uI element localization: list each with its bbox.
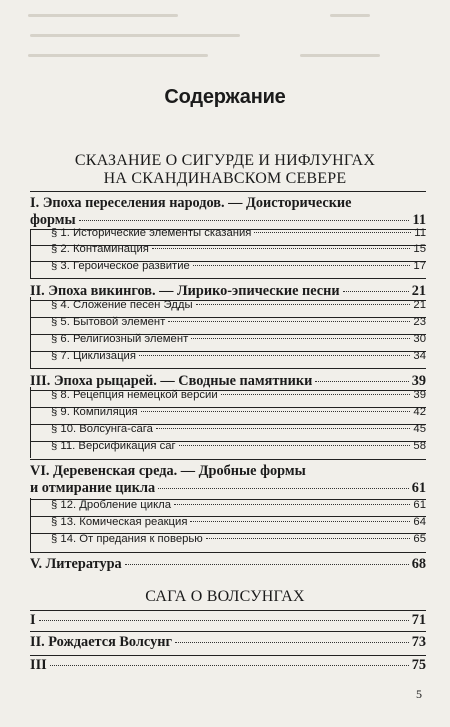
section-rule [30,459,426,460]
section-label: § 2. Контаминация [51,243,149,255]
dot-leader [39,620,409,621]
chapter-2-page: 21 [411,283,426,299]
part2-item-page: 71 [411,612,426,628]
page-number: 5 [416,687,422,701]
section-label: § 10. Волсунга-сага [51,423,153,435]
chapter-2-label: II. Эпоха викингов. — Лирико-эпические песни [30,283,340,299]
section-label: § 5. Бытовой элемент [51,316,166,328]
section-page: 39 [413,389,426,401]
dot-leader [175,642,409,643]
dot-leader [193,265,411,266]
section-rule [30,610,426,611]
section-page: 45 [413,423,426,435]
dot-leader [343,291,409,292]
section-label: § 9. Компиляция [51,406,138,418]
section-page: 42 [413,406,426,418]
toc-section-7[interactable] [30,350,426,366]
chapter-1-page: 11 [412,212,426,228]
dot-leader [196,304,411,305]
section-page: 64 [413,516,426,528]
toc-part2-item-3[interactable] [30,657,426,675]
toc-section-6[interactable] [30,333,426,349]
chapter-1-label-line2: формы [30,212,76,228]
part2-item-label: III [30,657,47,673]
dot-leader [50,665,409,666]
part1-heading-line1: СКАЗАНИЕ О СИГУРДЕ И НИФЛУНГАХ [74,152,376,169]
part1-heading-line2: НА СКАНДИНАВСКОМ СЕВЕРЕ [103,170,347,187]
section-rule [30,191,426,192]
toc-section-12[interactable] [30,499,426,515]
section-label: § 13. Комическая реакция [51,516,188,528]
section-label: § 11. Версификация саг [51,440,176,452]
section-rule [30,552,426,553]
section-page: 17 [413,260,426,272]
section-label: § 12. Дробление цикла [51,499,172,511]
section-page: 34 [413,350,426,362]
toc-section-14[interactable] [30,533,426,549]
toc-chapter-5[interactable] [30,556,426,574]
section-label: § 1. Исторические элементы сказания [51,227,252,239]
toc-chapter-1[interactable] [30,195,426,231]
chapter-3-label: III. Эпоха рыцарей. — Сводные памятники [30,373,313,389]
toc-section-1[interactable] [30,227,426,243]
chapter-4-label-line2: и отмирание цикла [30,480,156,496]
chapter-1-label-line1: I. Эпоха переселения народов. — Доисторические [30,195,352,211]
section-rule [30,368,426,369]
section-page: 65 [413,533,426,545]
toc-part2-item-2[interactable] [30,634,426,652]
dot-leader [156,428,410,429]
section-page: 11 [414,227,426,239]
dot-leader [206,538,411,539]
toc-section-8[interactable] [30,389,426,405]
section-rule [30,631,426,632]
toc-section-2[interactable] [30,243,426,259]
dot-leader [179,445,411,446]
part1-heading [40,152,410,188]
part2-item-label: I [30,612,36,628]
dot-leader [190,521,410,522]
chapter-3-page: 39 [411,373,426,389]
section-page: 61 [413,499,426,511]
toc-section-13[interactable] [30,516,426,532]
section-label: § 14. От предания к поверью [51,533,203,545]
dot-leader [79,220,410,221]
dot-leader [221,394,411,395]
toc-section-10[interactable] [30,423,426,439]
section-page: 58 [413,440,426,452]
section-page: 21 [413,299,426,311]
section-page: 15 [413,243,426,255]
toc-section-5[interactable] [30,316,426,332]
section-label: § 6. Религиозный элемент [51,333,189,345]
dot-leader [191,338,410,339]
section-rule [30,655,426,656]
part2-item-label: II. Рождается Волсунг [30,634,172,650]
toc-section-3[interactable] [30,260,426,276]
page-title: Содержание [164,86,286,108]
dot-leader [315,381,408,382]
toc-section-9[interactable] [30,406,426,422]
chapter-5-page: 68 [411,556,426,572]
part2-item-page: 75 [411,657,426,673]
dot-leader [152,248,411,249]
dot-leader [139,355,410,356]
dot-leader [158,488,409,489]
dot-leader [174,504,410,505]
toc-section-4[interactable] [30,299,426,315]
dot-leader [168,321,410,322]
dot-leader [141,411,411,412]
section-label: § 3. Героическое развитие [51,260,190,272]
toc-part2-item-1[interactable] [30,612,426,630]
section-page: 23 [413,316,426,328]
section-label: § 7. Циклизация [51,350,136,362]
section-page: 30 [413,333,426,345]
section-label: § 4. Сложение песен Эдды [51,299,193,311]
bleed-through-text [0,0,450,75]
dot-leader [125,564,409,565]
section-rule [30,278,426,279]
toc-section-11[interactable] [30,440,426,456]
toc-chapter-4[interactable] [30,463,426,499]
chapter-4-label-line1: VI. Деревенская среда. — Дробные формы [30,463,306,479]
part2-heading: САГА О ВОЛСУНГАХ [145,588,305,605]
chapter-4-page: 61 [411,480,426,496]
chapter-5-label: V. Литература [30,556,122,572]
part2-item-page: 73 [411,634,426,650]
section-label: § 8. Рецепция немецкой версии [51,389,218,401]
dot-leader [254,232,411,233]
